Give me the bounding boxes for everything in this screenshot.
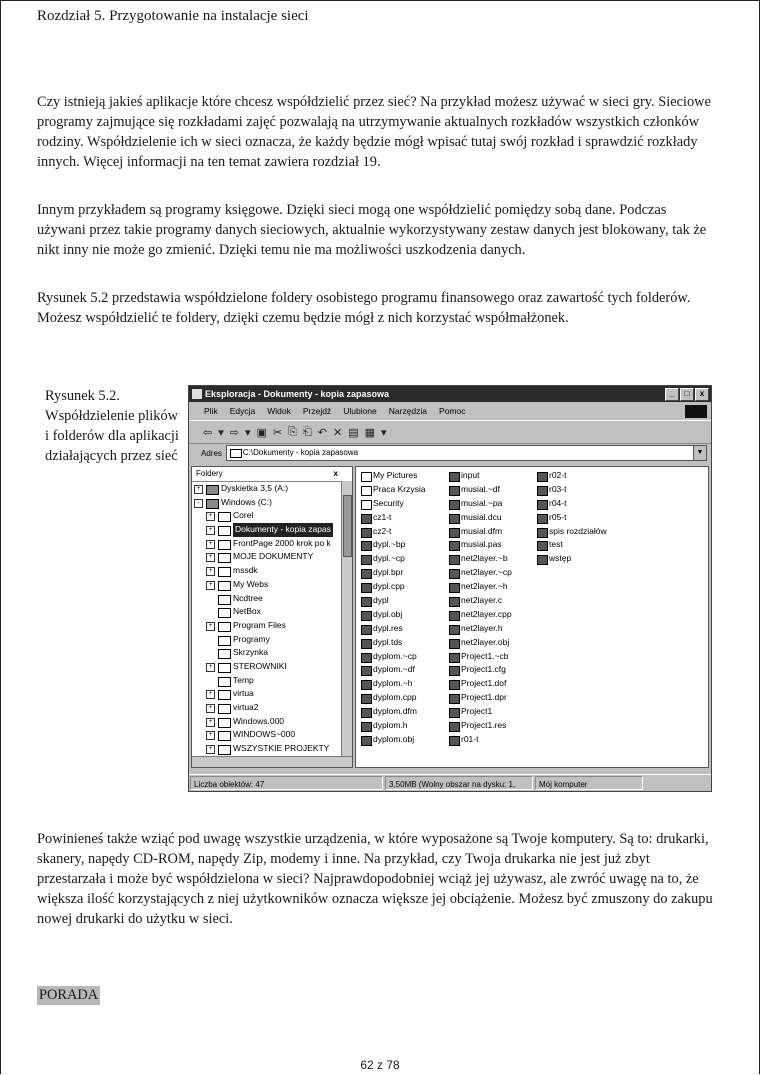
maximize-button[interactable]: □ bbox=[680, 388, 694, 401]
window-title: Eksploracja - Dokumenty - kopia zapasowa bbox=[205, 389, 390, 399]
tree-item-label: virtua2 bbox=[233, 702, 259, 712]
file-item[interactable]: musial.pas bbox=[448, 538, 512, 552]
folder-icon bbox=[218, 731, 231, 741]
file-item[interactable]: net2layer.obj bbox=[448, 636, 512, 650]
tree-item[interactable] bbox=[192, 633, 352, 647]
collapse-icon[interactable]: - bbox=[194, 499, 203, 508]
folder-tree bbox=[192, 482, 352, 756]
chapter-header: Rozdział 5. Przygotowanie na instalacje sieci bbox=[37, 8, 309, 24]
tree-item-label: Temp bbox=[233, 674, 254, 685]
file-item[interactable]: Project1.cfg bbox=[448, 663, 512, 677]
folder-icon bbox=[218, 745, 231, 755]
status-bar bbox=[189, 774, 711, 791]
page-number: 62 z 78 bbox=[360, 1058, 400, 1072]
file-item[interactable]: net2layer.~h bbox=[448, 580, 512, 594]
file-item[interactable]: dyplom.~df bbox=[360, 663, 425, 677]
window-titlebar bbox=[189, 386, 711, 402]
file-item[interactable]: musial.dcu bbox=[448, 511, 512, 525]
file-item[interactable]: dypl.obj bbox=[360, 608, 425, 622]
file-item[interactable]: dypl.res bbox=[360, 622, 425, 636]
tree-item[interactable] bbox=[192, 550, 352, 564]
tree-item[interactable] bbox=[192, 523, 352, 537]
tree-item[interactable] bbox=[192, 592, 352, 606]
tree-item-label: Skrzynka bbox=[233, 647, 268, 658]
status-object-count: Liczba obiektów: 47 bbox=[190, 776, 383, 790]
menu-widok[interactable]: Widok bbox=[267, 406, 291, 416]
folder-icon bbox=[218, 622, 231, 632]
drive-icon bbox=[206, 485, 219, 495]
tree-item[interactable] bbox=[192, 687, 352, 701]
file-item[interactable]: test bbox=[536, 538, 607, 552]
file-item[interactable]: dypl.cpp bbox=[360, 580, 425, 594]
views-dropdown-icon[interactable]: ▾ bbox=[381, 426, 387, 439]
expand-icon[interactable]: + bbox=[206, 745, 215, 754]
toolbar bbox=[189, 420, 711, 444]
expand-icon[interactable]: + bbox=[194, 485, 203, 494]
file-item[interactable]: cz1-t bbox=[360, 511, 425, 525]
menu-narzedzia[interactable]: Narzędzia bbox=[388, 406, 428, 416]
folder-tree-pane bbox=[191, 466, 353, 768]
menu-ulubione[interactable]: Ulubione bbox=[343, 406, 377, 416]
folder-icon bbox=[218, 718, 231, 728]
tree-item[interactable] bbox=[192, 619, 352, 633]
folder-icon bbox=[218, 663, 231, 673]
folder-icon bbox=[218, 526, 231, 536]
minimize-button[interactable]: _ bbox=[665, 388, 679, 401]
tree-item[interactable] bbox=[192, 715, 352, 729]
expand-icon[interactable]: + bbox=[206, 581, 215, 590]
address-label: Adres bbox=[201, 448, 222, 458]
tree-item-label: Corel bbox=[233, 510, 254, 521]
tree-item[interactable] bbox=[192, 701, 352, 715]
back-icon[interactable]: ⇦ bbox=[203, 426, 213, 439]
tree-item-label: MOJE DOKUMENTY bbox=[233, 551, 314, 562]
tree-item-label: Dokumenty - kopia zapas bbox=[233, 523, 333, 537]
file-item[interactable]: dypl.~bp bbox=[360, 538, 425, 552]
file-column bbox=[536, 469, 607, 566]
tree-item[interactable] bbox=[192, 578, 352, 592]
folder-tree-header bbox=[192, 467, 352, 482]
tree-horizontal-scrollbar[interactable] bbox=[192, 756, 352, 767]
file-item[interactable]: dypl.bpr bbox=[360, 566, 425, 580]
file-item[interactable]: Praca Krzysia bbox=[360, 483, 425, 497]
scroll-thumb[interactable] bbox=[343, 495, 352, 557]
copy-icon[interactable]: ⎘ bbox=[288, 425, 297, 438]
file-item[interactable]: Project1.~cb bbox=[448, 650, 512, 664]
views-icon[interactable]: ▦ bbox=[364, 426, 375, 439]
folder-icon bbox=[218, 540, 231, 550]
folder-tree-title: Foldery bbox=[196, 469, 223, 478]
file-item[interactable]: dypl.~cp bbox=[360, 552, 425, 566]
file-item[interactable]: net2layer.~b bbox=[448, 552, 512, 566]
paragraph: Czy istnieją jakieś aplikacje które chcesz współdzielić przez sieć? Na przykład możesz używać w sieci gry. Sieciowe programy zajmujące się rozkładami zajęć pozwalają na utrzymywanie aktualnych rozkładów wszystkich członków rodziny. Współdzielenie ich w sieci oznacza, że każdy będzie mógł wpisać tutaj swój rozkład i sprawdzić rozkłady innych. Więcej informacji na ten temat zawiera rozdział 19. bbox=[37, 94, 711, 170]
windows-logo-icon bbox=[685, 405, 707, 418]
status-location: Mój komputer bbox=[535, 776, 643, 790]
menu-edycja[interactable]: Edycja bbox=[229, 406, 256, 416]
window-buttons bbox=[665, 388, 709, 401]
menu-przejdz[interactable]: Przejdź bbox=[302, 406, 332, 416]
file-item[interactable]: Project1.dof bbox=[448, 677, 512, 691]
file-list-pane bbox=[355, 466, 709, 768]
expand-icon[interactable]: + bbox=[206, 663, 215, 672]
explorer-app-icon bbox=[192, 389, 202, 399]
folder-icon bbox=[218, 512, 231, 522]
file-item[interactable]: dyplom.~cp bbox=[360, 650, 425, 664]
tree-item[interactable] bbox=[192, 496, 352, 510]
file-item[interactable]: dyplom.cpp bbox=[360, 691, 425, 705]
tree-item-label: virtua bbox=[233, 688, 254, 699]
close-icon[interactable]: x bbox=[333, 469, 338, 478]
tree-item[interactable] bbox=[192, 564, 352, 578]
file-item[interactable]: dyplom.dfm bbox=[360, 705, 425, 719]
expand-icon[interactable]: + bbox=[206, 622, 215, 631]
file-item[interactable]: dyplom.obj bbox=[360, 733, 425, 747]
file-column bbox=[448, 469, 512, 747]
address-bar bbox=[189, 444, 711, 462]
folder-icon bbox=[218, 704, 231, 714]
expand-icon[interactable]: + bbox=[206, 690, 215, 699]
file-item[interactable]: net2layer.h bbox=[448, 622, 512, 636]
file-item[interactable]: dypl bbox=[360, 594, 425, 608]
tree-item[interactable] bbox=[192, 660, 352, 674]
tree-item[interactable] bbox=[192, 482, 352, 496]
menu-plik[interactable]: Plik bbox=[204, 406, 218, 416]
tree-item-label: WSZYSTKIE PROJEKTY bbox=[233, 743, 330, 754]
tree-item-label: Ncdtree bbox=[233, 592, 263, 603]
expand-icon[interactable]: + bbox=[206, 553, 215, 562]
forward-dropdown-icon[interactable]: ▾ bbox=[244, 426, 251, 439]
file-item[interactable]: cz2-t bbox=[360, 525, 425, 539]
undo-icon[interactable]: ↶ bbox=[317, 426, 327, 439]
file-item[interactable]: musial.dfm bbox=[448, 525, 512, 539]
forward-icon[interactable]: ⇨ bbox=[229, 426, 239, 439]
tree-item-label: Program Files bbox=[233, 619, 286, 630]
expand-icon[interactable]: + bbox=[206, 526, 215, 535]
tree-item-label: WINDOWS~000 bbox=[233, 729, 296, 740]
file-item[interactable]: Security bbox=[360, 497, 425, 511]
paragraph: Innym przykładem są programy księgowe. Dzięki sieci mogą one współdzielić pomiędzy sobą dane. Podczas używani przez takie programy danych sieciowych, aktualnie wykorzystywany zestaw danych jest blokowany, tak że nikt inny nie może go zmienić. Dzięki temu nie ma możliwości uszkodzenia danych. bbox=[37, 202, 707, 258]
address-value: C:\Dokumenty - kopia zapasowa bbox=[242, 448, 359, 457]
file-item[interactable]: Project1.res bbox=[448, 719, 512, 733]
file-item[interactable]: net2layer.~cp bbox=[448, 566, 512, 580]
folder-icon bbox=[218, 595, 231, 605]
properties-icon[interactable]: ▤ bbox=[348, 426, 359, 439]
expand-icon[interactable]: + bbox=[206, 718, 215, 727]
menu-bar bbox=[189, 403, 711, 419]
folder-icon bbox=[218, 581, 231, 591]
explorer-screenshot bbox=[188, 385, 712, 792]
tree-item-label: NetBox bbox=[233, 606, 261, 617]
expand-icon[interactable]: + bbox=[206, 540, 215, 549]
file-item[interactable]: r05-t bbox=[536, 511, 607, 525]
file-item[interactable]: r02-t bbox=[536, 469, 607, 483]
file-item[interactable]: My Pictures bbox=[360, 469, 425, 483]
file-item[interactable]: musial.~pa bbox=[448, 497, 512, 511]
tree-item-label: Windows.000 bbox=[233, 715, 285, 726]
file-item[interactable]: wstęp bbox=[536, 552, 607, 566]
tree-item-label: Windows (C:) bbox=[221, 496, 273, 507]
file-item[interactable]: net2layer.c bbox=[448, 594, 512, 608]
up-folder-icon[interactable]: ▣ bbox=[256, 426, 267, 439]
tree-item[interactable] bbox=[192, 742, 352, 756]
tree-item-label: FrontPage 2000 krok po k bbox=[233, 537, 331, 548]
file-item[interactable]: spis rozdziałów bbox=[536, 525, 607, 539]
tree-item[interactable] bbox=[192, 728, 352, 742]
paste-icon[interactable]: ⎗ bbox=[302, 425, 312, 438]
tree-vertical-scrollbar[interactable] bbox=[341, 481, 352, 757]
close-button[interactable]: x bbox=[695, 388, 709, 401]
file-item[interactable]: dypl.tds bbox=[360, 636, 425, 650]
file-item[interactable]: Project1 bbox=[448, 705, 512, 719]
drive-icon bbox=[206, 499, 219, 509]
folder-icon bbox=[218, 553, 231, 563]
menu-pomoc[interactable]: Pomoc bbox=[439, 406, 466, 416]
paragraph: Rysunek 5.2 przedstawia współdzielone foldery osobistego programu finansowego oraz zawartość tych folderów. Możesz współdzielić te foldery, dzięki czemu będzie mógł z nich korzystać współmałżonek. bbox=[37, 290, 691, 326]
file-item[interactable]: Project1.dpr bbox=[448, 691, 512, 705]
file-item[interactable]: r04-t bbox=[536, 497, 607, 511]
folder-icon bbox=[218, 649, 231, 659]
folder-icon bbox=[218, 636, 231, 646]
tree-item-label: My Webs bbox=[233, 578, 269, 589]
file-item[interactable]: input bbox=[448, 469, 512, 483]
folder-icon bbox=[218, 677, 231, 687]
expand-icon[interactable]: + bbox=[206, 731, 215, 740]
tree-item[interactable] bbox=[192, 509, 352, 523]
file-column bbox=[360, 469, 425, 747]
tree-item-label: Dyskietka 3,5 (A:) bbox=[221, 483, 289, 493]
tree-item-label: STEROWNIKI bbox=[233, 660, 287, 671]
status-free-space: 3,50MB (Wolny obszar na dysku: 1, bbox=[385, 776, 533, 790]
chevron-down-icon[interactable]: ▼ bbox=[693, 446, 706, 460]
file-item[interactable]: r03-t bbox=[536, 483, 607, 497]
tree-item-label: mssdk bbox=[233, 565, 258, 576]
figure-caption: Rysunek 5.2. Współdzielenie plików i folderów dla aplikacji działających przez sieć bbox=[45, 388, 179, 464]
folder-icon bbox=[218, 690, 231, 700]
folder-icon bbox=[218, 567, 231, 577]
file-item[interactable]: net2layer.cpp bbox=[448, 608, 512, 622]
tip-label: PORADA bbox=[39, 987, 99, 1003]
tree-item[interactable] bbox=[192, 646, 352, 660]
tree-item-label: Programy bbox=[233, 633, 270, 644]
file-item[interactable]: r01-t bbox=[448, 733, 512, 747]
folder-icon bbox=[218, 608, 231, 618]
file-item[interactable]: dyplom.h bbox=[360, 719, 425, 733]
address-input[interactable] bbox=[226, 445, 707, 461]
file-item[interactable]: dyplom.~h bbox=[360, 677, 425, 691]
back-dropdown-icon[interactable]: ▾ bbox=[218, 426, 224, 439]
expand-icon[interactable]: + bbox=[206, 704, 215, 713]
paragraph: Powinieneś także wziąć pod uwagę wszystkie urządzenia, w które wyposażone są Twoje komputery. Są to: drukarki, skanery, napędy CD-ROM, napędy Zip, modemy i inne. Na przykład, czy Twoja drukarka nie jest już zbyt przestarzała i może być współdzielona w sieci? Najprawdopodobniej wciąż jej używasz, ale zwróć uwagę na to, że większa ilość korzystających z niej użytkowników oznacza większe jej obciążenie. Możesz być zmuszony do zakupu nowej drukarki do użytku w sieci. bbox=[37, 831, 713, 927]
file-item[interactable]: musial.~df bbox=[448, 483, 512, 497]
tree-item[interactable] bbox=[192, 605, 352, 619]
tree-item[interactable] bbox=[192, 674, 352, 688]
expand-icon[interactable]: + bbox=[206, 567, 215, 576]
tree-item[interactable] bbox=[192, 537, 352, 551]
delete-icon[interactable]: ✕ bbox=[332, 426, 343, 439]
expand-icon[interactable]: + bbox=[206, 512, 215, 521]
cut-icon[interactable]: ✂ bbox=[272, 426, 283, 439]
